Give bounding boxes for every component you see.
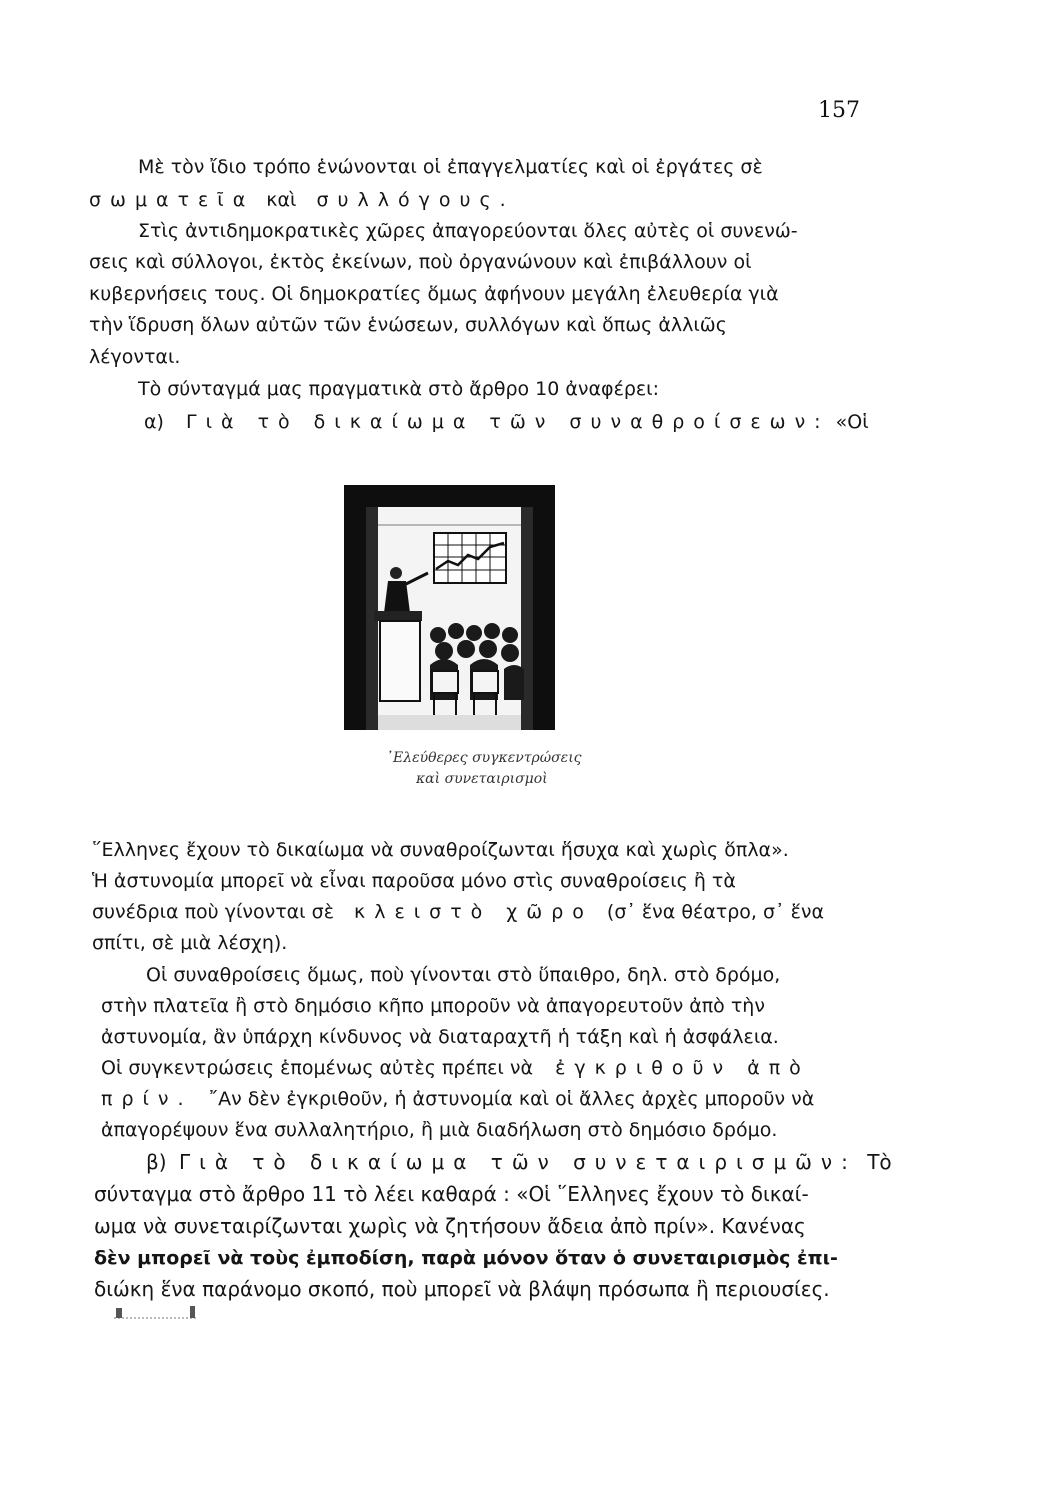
paragraph-5-line-6: ἀπαγορέψουν ἕνα συλλαλητήριο, ἢ μιὰ διαδήλωση στὸ δημόσιο δρόμο. [101, 1119, 778, 1141]
paragraph-2-line-2: σεις καὶ σύλλογοι, ἐκτὸς ἐκείνων, ποὺ ὀργανώνουν καὶ ἐπιβάλλουν οἱ [89, 251, 752, 273]
figure-caption-line-1: ᾿Ελεύθερες συγκεντρώσεις [386, 750, 582, 766]
paragraph-6-line-3: δὲν μπορεῖ νὰ τοὺς ἐμποδίση, παρὰ μόνον ὅταν ὁ συνεταιρισμὸς ἐπι- [94, 1247, 838, 1269]
paragraph-1-line-1: Μὲ τὸν ἴδιο τρόπο ἑνώνονται οἱ ἐπαγγελματίες καὶ οἱ ἐργάτες σὲ [138, 156, 763, 178]
heading-b-label: β) [146, 1150, 167, 1174]
heading-a-quote-start: «Οἱ [835, 411, 869, 433]
paragraph-2-line-4: τὴν ἵδρυση ὅλων αὐτῶν τῶν ἑνώσεων, συλλόγων καὶ ὅπως ἀλλιῶς [89, 314, 727, 336]
paragraph-4-line-1: ῞Ελληνες ἔχουν τὸ δικαίωμα νὰ συναθροίζωνται ἥσυχα καὶ χωρὶς ὅπλα». [92, 839, 789, 861]
paragraph-2-line-3: κυβερνήσεις τους. Οἱ δημοκρατίες ὅμως ἀφήνουν μεγάλη ἐλευθερία γιὰ [89, 283, 779, 305]
paragraph-5-line-5-end: ῎Αν δὲν ἐγκριθοῦν, ἡ ἀστυνομία καὶ οἱ ἄλλες ἀρχὲς μποροῦν νὰ [208, 1088, 815, 1110]
paragraph-6-line-4: διώκη ἕνα παράνομο σκοπό, ποὺ μπορεῖ νὰ βλάψη πρόσωπα ἢ περιουσίες. [94, 1277, 830, 1301]
chart-board-icon [434, 533, 506, 583]
conjunction: καὶ [266, 189, 297, 211]
spaced-term-syllogous: συλλόγους. [316, 189, 515, 211]
paragraph-2-line-5: λέγονται. [89, 346, 181, 368]
heading-a [144, 410, 869, 434]
paragraph-6-line-1: σύνταγμα στὸ ἄρθρο 11 τὸ λέει καθαρά : «Οἱ ῞Ελληνες ἔχουν τὸ δικαί- [94, 1182, 809, 1206]
paragraph-3: Τὸ σύνταγμά μας πραγματικὰ στὸ ἄρθρο 10 ἀναφέρει: [138, 378, 660, 400]
spaced-term-prin: πρίν. [101, 1088, 193, 1110]
paragraph-5-line-2: στὴν πλατεῖα ἢ στὸ δημόσιο κῆπο μποροῦν νὰ ἀπαγορευτοῦν ἀπὸ τὴν [101, 995, 765, 1017]
paragraph-2-line-1: Στὶς ἀντιδημοκρατικὲς χῶρες ἀπαγορεύονται ὅλες αὐτὲς οἱ συνενώ- [138, 220, 798, 242]
heading-b-title: Γιὰ τὸ δικαίωμα τῶν συνεταιρισμῶν: [178, 1150, 857, 1174]
paragraph-6-line-2: ωμα νὰ συνεταιρίζωνται χωρὶς νὰ ζητήσουν ἄδεια ἀπὸ πρίν». Κανένας [94, 1214, 806, 1238]
end-ornament-icon [108, 1300, 203, 1324]
paragraph-5-line-4-start: Οἱ συγκεντρώσεις ἑπομένως αὐτὲς πρέπει νὰ [101, 1057, 534, 1079]
paragraph-5-line-1: Οἱ συναθροίσεις ὅμως, ποὺ γίνονται στὸ ὕπαιθρο, δηλ. στὸ δρόμο, [146, 964, 781, 986]
paragraph-1-line-2 [89, 188, 515, 212]
paragraph-4-line-3-start: συνέδρια ποὺ γίνονται σὲ [92, 901, 334, 923]
heading-b [146, 1150, 892, 1174]
figure-caption-line-2: καὶ συνεταιρισμοὶ [416, 771, 548, 787]
paragraph-4-line-3 [92, 900, 824, 924]
page-number: 157 [818, 98, 860, 123]
paragraph-5-line-5 [101, 1087, 814, 1111]
heading-b-end: Τὸ [867, 1150, 892, 1174]
paragraph-4-line-3-end: (σ᾿ ἕνα θέατρο, σ᾿ ἕνα [606, 901, 824, 923]
spaced-term-kleisto-choro: κλειστὸ χῶρο [354, 901, 593, 923]
spaced-term-somateia: σωματεῖα [89, 189, 255, 211]
spaced-term-egkrithoun-apo: ἐγκριθοῦν ἀπὸ [555, 1057, 810, 1079]
paragraph-5-line-3: ἀστυνομία, ἂν ὑπάρχη κίνδυνος νὰ διαταραχτῆ ἡ τάξη καὶ ἡ ἀσφάλεια. [101, 1026, 779, 1048]
heading-a-title: Γιὰ τὸ δικαίωμα τῶν συναθροίσεων: [185, 411, 830, 433]
paragraph-5-line-4 [101, 1056, 810, 1080]
meeting-illustration [344, 485, 555, 730]
paragraph-4-line-2: Ἡ ἀστυνομία μπορεῖ νὰ εἶναι παροῦσα μόνο στὶς συναθροίσεις ἢ τὰ [92, 870, 736, 892]
heading-a-label: α) [144, 411, 164, 433]
paragraph-4-line-4: σπίτι, σὲ μιὰ λέσχη). [92, 932, 288, 954]
